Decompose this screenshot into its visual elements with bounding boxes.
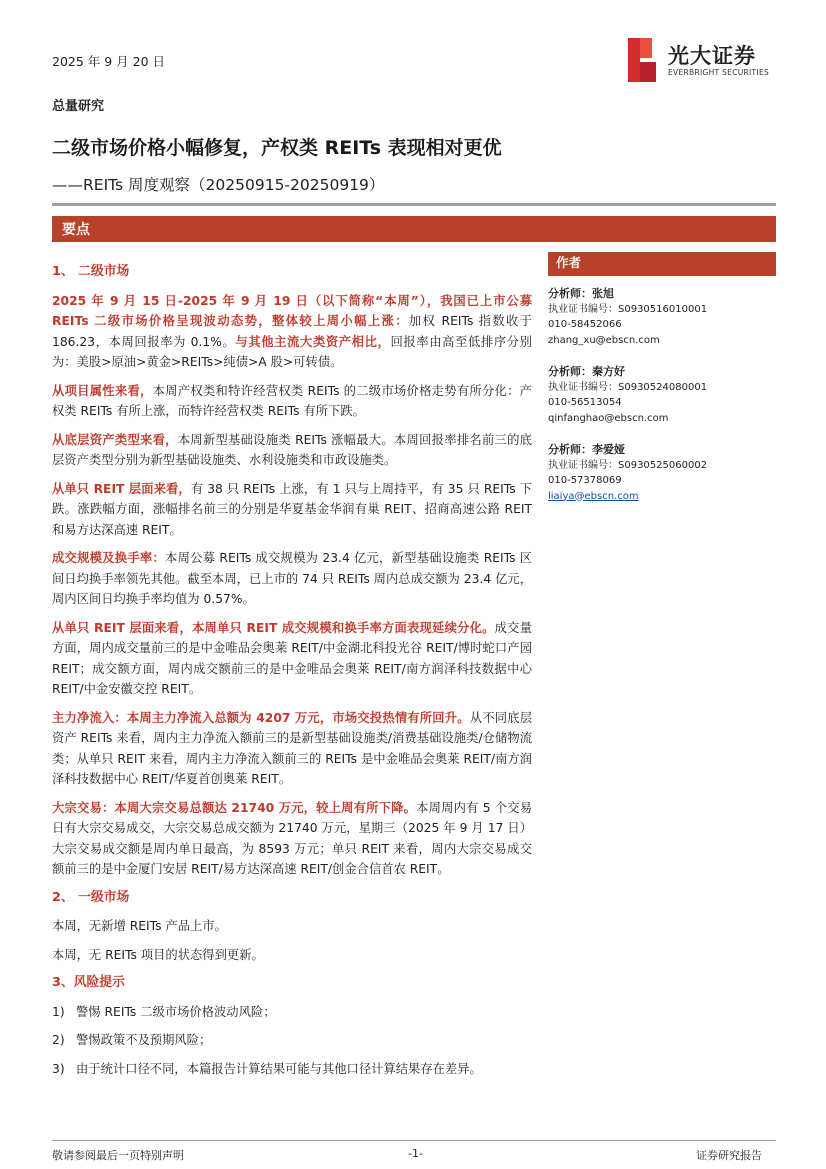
body-text: 有 38 只 REITs 上涨，有 1 只与上周持平，有 35 只 REITs 下跌。涨跌幅方面，涨幅排名前三的分别是华夏基金华润有巢 REIT、招商高速公路 REIT 和易方达深高速 REIT。 <box>52 481 532 537</box>
brand-logo <box>626 38 776 82</box>
analyst-name: 分析师：李爱娅 <box>548 443 625 456</box>
section-heading-secondary-market: 1、 二级市场 <box>52 264 130 279</box>
author-sidebar <box>548 252 776 520</box>
report-subtitle: ——REITs 周度观察（20250915-20250919） <box>52 176 385 194</box>
body-text: 本周新型基础设施类 REITs 涨幅最大。本周回报率排名前三的底层资产类型分别为新型基础设施类、水利设施类和市政设施类。 <box>52 432 532 467</box>
footer-disclaimer: 敬请参阅最后一页特别声明 <box>52 1149 184 1162</box>
section-heading-risk: 3、风险提示 <box>52 975 125 990</box>
footer-divider <box>52 1140 776 1141</box>
paragraph-net-inflow <box>52 708 532 790</box>
everbright-logo-icon <box>626 38 658 82</box>
risk-item <box>52 1030 532 1051</box>
title-divider <box>52 203 776 206</box>
body-text: 回报率由高至低排序分别为：美股>原油>黄金>REITs>纯债>A 股>可转债。 <box>52 334 532 369</box>
risk-number: 3) <box>52 1061 65 1076</box>
analyst-card <box>548 442 776 504</box>
sidebar-heading: 作者 <box>548 252 776 276</box>
risk-text: 警惕政策不及预期风险； <box>76 1033 212 1047</box>
paragraph-primary-status: 本周，无 REITs 项目的状态得到更新。 <box>52 947 264 962</box>
highlight-text: 从底层资产类型来看， <box>52 432 178 447</box>
page-number: -1- <box>408 1147 423 1160</box>
risk-text: 警惕 REITs 二级市场价格波动风险； <box>76 1004 276 1019</box>
body-text: 从不同底层资产 REITs 来看，周内主力净流入额前三的是新型基础设施类/消费基础设施类/仓储物流类；从单只 REIT 来看，周内主力净流入额前三的 REITs 是中金唯品会奥莱 REIT/南方润泽科技数据中心 REIT/华夏首创奥莱 REIT。 <box>52 710 532 786</box>
risk-item <box>52 1059 532 1080</box>
risk-text: 由于统计口径不同，本篇报告计算结果可能与其他口径计算结果存在差异。 <box>76 1061 482 1076</box>
analyst-phone: 010-56513054 <box>548 397 622 408</box>
highlight-text: 从单只 REIT 层面来看，本周单只 REIT 成交规模和换手率方面表现延续分化。 <box>52 620 495 635</box>
report-type: 证券研究报告 <box>696 1149 762 1162</box>
highlight-text: 2025 年 9 月 15 日-2025 年 9 月 19 日（以下简称“本周”），我国已上市公募 REITs 二级市场价格呈现波动态势，整体较上周小幅上涨： <box>52 293 532 328</box>
analyst-email-link[interactable]: liaiya@ebscn.com <box>548 490 639 502</box>
paragraph-asset-type <box>52 430 532 471</box>
paragraph-primary-listing: 本周，无新增 REITs 产品上市。 <box>52 919 227 933</box>
analyst-name: 分析师：张旭 <box>548 287 614 300</box>
summary-banner <box>52 216 776 242</box>
body-text: 加权 REITs 指数收于 186.23，本周回报率为 0.1%。 <box>52 314 532 349</box>
risk-number: 2) <box>52 1033 65 1047</box>
logo-english-name: EVERBRIGHT SECURITIES <box>668 68 770 77</box>
body-text: 本周公募 REITs 成交规模为 23.4 亿元，新型基础设施类 REITs 区间日均换手率领先其他。截至本周，已上市的 74 只 REITs 周内总成交额为 23.4 亿元，周内区间日均换手率均值为 0.57%。 <box>52 551 532 606</box>
report-date: 2025 年 9 月 20 日 <box>52 54 166 69</box>
section-heading-primary-market: 2、 一级市场 <box>52 889 130 905</box>
paragraph-single-reit-turnover <box>52 618 532 700</box>
report-title: 二级市场价格小幅修复，产权类 REITs 表现相对更优 <box>52 137 502 159</box>
paragraph-project-attribute <box>52 381 532 422</box>
highlight-text: 从单只 REIT 层面来看， <box>52 481 191 496</box>
body-text: 本周周内有 5 个交易日有大宗交易成交，大宗交易总成交额为 21740 万元，星期三（2025 年 9 月 17 日）大宗交易成交额是周内单日最高，为 8593 万元；单只 REIT 来看，周内大宗交易成交额前三的是中金厦门安居 REIT/易方达深高速 REIT/创金合信首农 REIT。 <box>52 800 532 876</box>
risk-number: 1) <box>52 1004 65 1019</box>
highlight-text: 成交规模及换手率： <box>52 551 166 565</box>
risk-item <box>52 1002 532 1023</box>
analyst-card <box>548 364 776 426</box>
logo-chinese-name: 光大证券 <box>668 44 756 68</box>
highlight-text: 从项目属性来看， <box>52 383 153 398</box>
analyst-cert: 执业证书编号：S0930516010001 <box>548 303 708 315</box>
analyst-email[interactable]: zhang_xu@ebscn.com <box>548 334 660 346</box>
analyst-phone: 010-57378069 <box>548 475 622 486</box>
paragraph-block-trade <box>52 798 532 880</box>
highlight-text: 大宗交易：本周大宗交易总额达 21740 万元，较上周有所下降。 <box>52 800 417 815</box>
analyst-email[interactable]: qinfanghao@ebscn.com <box>548 412 669 424</box>
analyst-phone: 010-58452066 <box>548 319 622 330</box>
main-content <box>52 262 532 1087</box>
analyst-card <box>548 286 776 348</box>
analyst-name: 分析师：秦方好 <box>548 365 625 378</box>
analyst-cert: 执业证书编号：S0930524080001 <box>548 381 708 393</box>
highlight-text: 主力净流入：本周主力净流入总额为 4207 万元，市场交投热情有所回升。 <box>52 710 470 725</box>
paragraph-single-reit <box>52 479 532 541</box>
paragraph-market-overview <box>52 291 532 373</box>
report-category: 总量研究 <box>52 99 105 114</box>
summary-banner-label: 要点 <box>62 222 90 238</box>
body-text: 本周产权类和特许经营权类 REITs 的二级市场价格走势有所分化：产权类 REITs 有所上涨，而特许经营权类 REITs 有所下跌。 <box>52 383 532 418</box>
highlight-text: 与其他主流大类资产相比， <box>235 334 391 349</box>
paragraph-turnover <box>52 548 532 610</box>
body-text: 成交量方面，周内成交量前三的是中金唯品会奥莱 REIT/中金湖北科投光谷 REIT/博时蛇口产园 REIT；成交额方面，周内成交额前三的是中金唯品会奥莱 REIT/南方润泽科技数据中心 REIT/中金安徽交控 REIT。 <box>52 620 532 696</box>
analyst-cert: 执业证书编号：S0930525060002 <box>548 459 708 471</box>
